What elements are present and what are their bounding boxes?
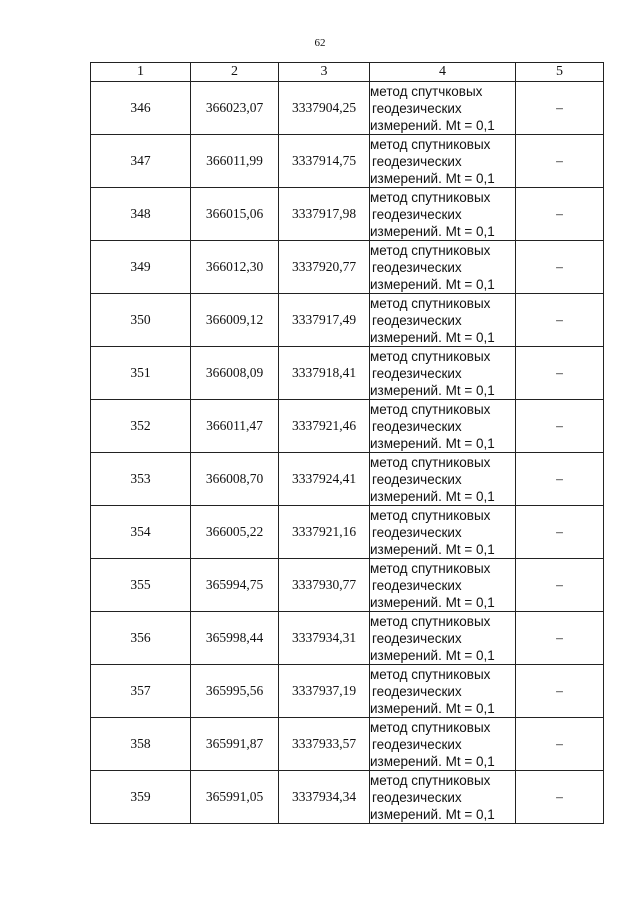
method-line: метод спутниковых: [370, 348, 491, 364]
method-line: метод спутниковых: [370, 295, 491, 311]
y-coordinate-cell: 3337930,77: [279, 559, 370, 612]
y-coordinate-cell: 3337921,16: [279, 506, 370, 559]
table-row: [91, 135, 604, 188]
y-coordinate-cell: 3337937,19: [279, 665, 370, 718]
method-cell: [370, 506, 516, 559]
table-row: [91, 771, 604, 824]
coordinates-table: [90, 62, 604, 824]
note-cell: –: [516, 453, 604, 506]
table-header-row: [91, 63, 604, 82]
note-cell: –: [516, 400, 604, 453]
method-cell: [370, 188, 516, 241]
method-line: метод спутниковых: [370, 560, 491, 576]
column-header: 3: [279, 63, 370, 82]
method-cell: [370, 241, 516, 294]
note-cell: –: [516, 718, 604, 771]
note-cell: –: [516, 188, 604, 241]
table-row: [91, 347, 604, 400]
x-coordinate-cell: 366015,06: [191, 188, 279, 241]
method-line: измерений. Mt = 0,1: [370, 488, 495, 504]
method-line: метод спутниковых: [370, 613, 491, 629]
table-row: [91, 612, 604, 665]
table-row: [91, 718, 604, 771]
method-line: геодезических: [372, 524, 462, 540]
point-number-cell: 346: [91, 82, 191, 135]
method-line: геодезических: [372, 365, 462, 381]
method-line: геодезических: [372, 577, 462, 593]
method-line: измерений. Mt = 0,1: [370, 382, 495, 398]
method-line: геодезических: [372, 683, 462, 699]
method-cell: [370, 347, 516, 400]
method-cell: [370, 771, 516, 824]
method-cell: [370, 559, 516, 612]
y-coordinate-cell: 3337917,98: [279, 188, 370, 241]
x-coordinate-cell: 366005,22: [191, 506, 279, 559]
method-cell: [370, 135, 516, 188]
x-coordinate-cell: 365994,75: [191, 559, 279, 612]
note-cell: –: [516, 241, 604, 294]
method-line: метод спутниковых: [370, 454, 491, 470]
method-cell: [370, 400, 516, 453]
method-cell: [370, 294, 516, 347]
point-number-cell: 354: [91, 506, 191, 559]
method-line: измерений. Mt = 0,1: [370, 700, 495, 716]
method-cell: [370, 612, 516, 665]
y-coordinate-cell: 3337934,34: [279, 771, 370, 824]
x-coordinate-cell: 366023,07: [191, 82, 279, 135]
method-line: метод спутниковых: [370, 189, 491, 205]
point-number-cell: 356: [91, 612, 191, 665]
point-number-cell: 347: [91, 135, 191, 188]
point-number-cell: 359: [91, 771, 191, 824]
point-number-cell: 357: [91, 665, 191, 718]
note-cell: –: [516, 347, 604, 400]
method-line: метод спутниковых: [370, 666, 491, 682]
method-cell: [370, 453, 516, 506]
note-cell: –: [516, 612, 604, 665]
point-number-cell: 352: [91, 400, 191, 453]
point-number-cell: 358: [91, 718, 191, 771]
column-header: 4: [370, 63, 516, 82]
table-row: [91, 400, 604, 453]
y-coordinate-cell: 3337934,31: [279, 612, 370, 665]
y-coordinate-cell: 3337933,57: [279, 718, 370, 771]
point-number-cell: 348: [91, 188, 191, 241]
method-line: измерений. Mt = 0,1: [370, 117, 495, 133]
method-line: измерений. Mt = 0,1: [370, 329, 495, 345]
point-number-cell: 350: [91, 294, 191, 347]
method-line: измерений. Mt = 0,1: [370, 806, 495, 822]
y-coordinate-cell: 3337920,77: [279, 241, 370, 294]
table-row: [91, 241, 604, 294]
method-line: измерений. Mt = 0,1: [370, 594, 495, 610]
method-line: геодезических: [372, 259, 462, 275]
method-line: метод спутчковых: [370, 83, 483, 99]
method-line: геодезических: [372, 630, 462, 646]
method-line: геодезических: [372, 153, 462, 169]
table-row: [91, 188, 604, 241]
note-cell: –: [516, 294, 604, 347]
method-line: метод спутниковых: [370, 401, 491, 417]
method-line: геодезических: [372, 789, 462, 805]
table-row: [91, 294, 604, 347]
x-coordinate-cell: 365991,05: [191, 771, 279, 824]
method-line: геодезических: [372, 418, 462, 434]
method-line: измерений. Mt = 0,1: [370, 276, 495, 292]
y-coordinate-cell: 3337921,46: [279, 400, 370, 453]
page-number: 62: [314, 37, 326, 49]
x-coordinate-cell: 366011,47: [191, 400, 279, 453]
note-cell: –: [516, 135, 604, 188]
x-coordinate-cell: 365991,87: [191, 718, 279, 771]
note-cell: –: [516, 771, 604, 824]
x-coordinate-cell: 365998,44: [191, 612, 279, 665]
method-line: метод спутниковых: [370, 507, 491, 523]
point-number-cell: 349: [91, 241, 191, 294]
method-line: измерений. Mt = 0,1: [370, 435, 495, 451]
point-number-cell: 353: [91, 453, 191, 506]
y-coordinate-cell: 3337924,41: [279, 453, 370, 506]
y-coordinate-cell: 3337918,41: [279, 347, 370, 400]
method-line: геодезических: [372, 206, 462, 222]
table-body: [91, 82, 604, 824]
table-row: [91, 453, 604, 506]
method-cell: [370, 665, 516, 718]
x-coordinate-cell: 366012,30: [191, 241, 279, 294]
x-coordinate-cell: 365995,56: [191, 665, 279, 718]
point-number-cell: 351: [91, 347, 191, 400]
method-cell: [370, 82, 516, 135]
y-coordinate-cell: 3337917,49: [279, 294, 370, 347]
method-line: измерений. Mt = 0,1: [370, 541, 495, 557]
column-header: 2: [191, 63, 279, 82]
note-cell: –: [516, 506, 604, 559]
method-cell: [370, 718, 516, 771]
method-line: геодезических: [372, 100, 462, 116]
method-line: метод спутниковых: [370, 136, 491, 152]
method-line: измерений. Mt = 0,1: [370, 170, 495, 186]
column-header: 1: [91, 63, 191, 82]
y-coordinate-cell: 3337904,25: [279, 82, 370, 135]
table-row: [91, 559, 604, 612]
method-line: геодезических: [372, 471, 462, 487]
method-line: измерений. Mt = 0,1: [370, 223, 495, 239]
x-coordinate-cell: 366011,99: [191, 135, 279, 188]
method-line: метод спутниковых: [370, 242, 491, 258]
x-coordinate-cell: 366008,09: [191, 347, 279, 400]
note-cell: –: [516, 665, 604, 718]
table-row: [91, 665, 604, 718]
note-cell: –: [516, 82, 604, 135]
method-line: геодезических: [372, 736, 462, 752]
method-line: метод спутниковых: [370, 719, 491, 735]
x-coordinate-cell: 366009,12: [191, 294, 279, 347]
method-line: измерений. Mt = 0,1: [370, 647, 495, 663]
method-line: метод спутниковых: [370, 772, 491, 788]
x-coordinate-cell: 366008,70: [191, 453, 279, 506]
method-line: измерений. Mt = 0,1: [370, 753, 495, 769]
table-row: [91, 82, 604, 135]
y-coordinate-cell: 3337914,75: [279, 135, 370, 188]
column-header: 5: [516, 63, 604, 82]
table-row: [91, 506, 604, 559]
note-cell: –: [516, 559, 604, 612]
point-number-cell: 355: [91, 559, 191, 612]
method-line: геодезических: [372, 312, 462, 328]
